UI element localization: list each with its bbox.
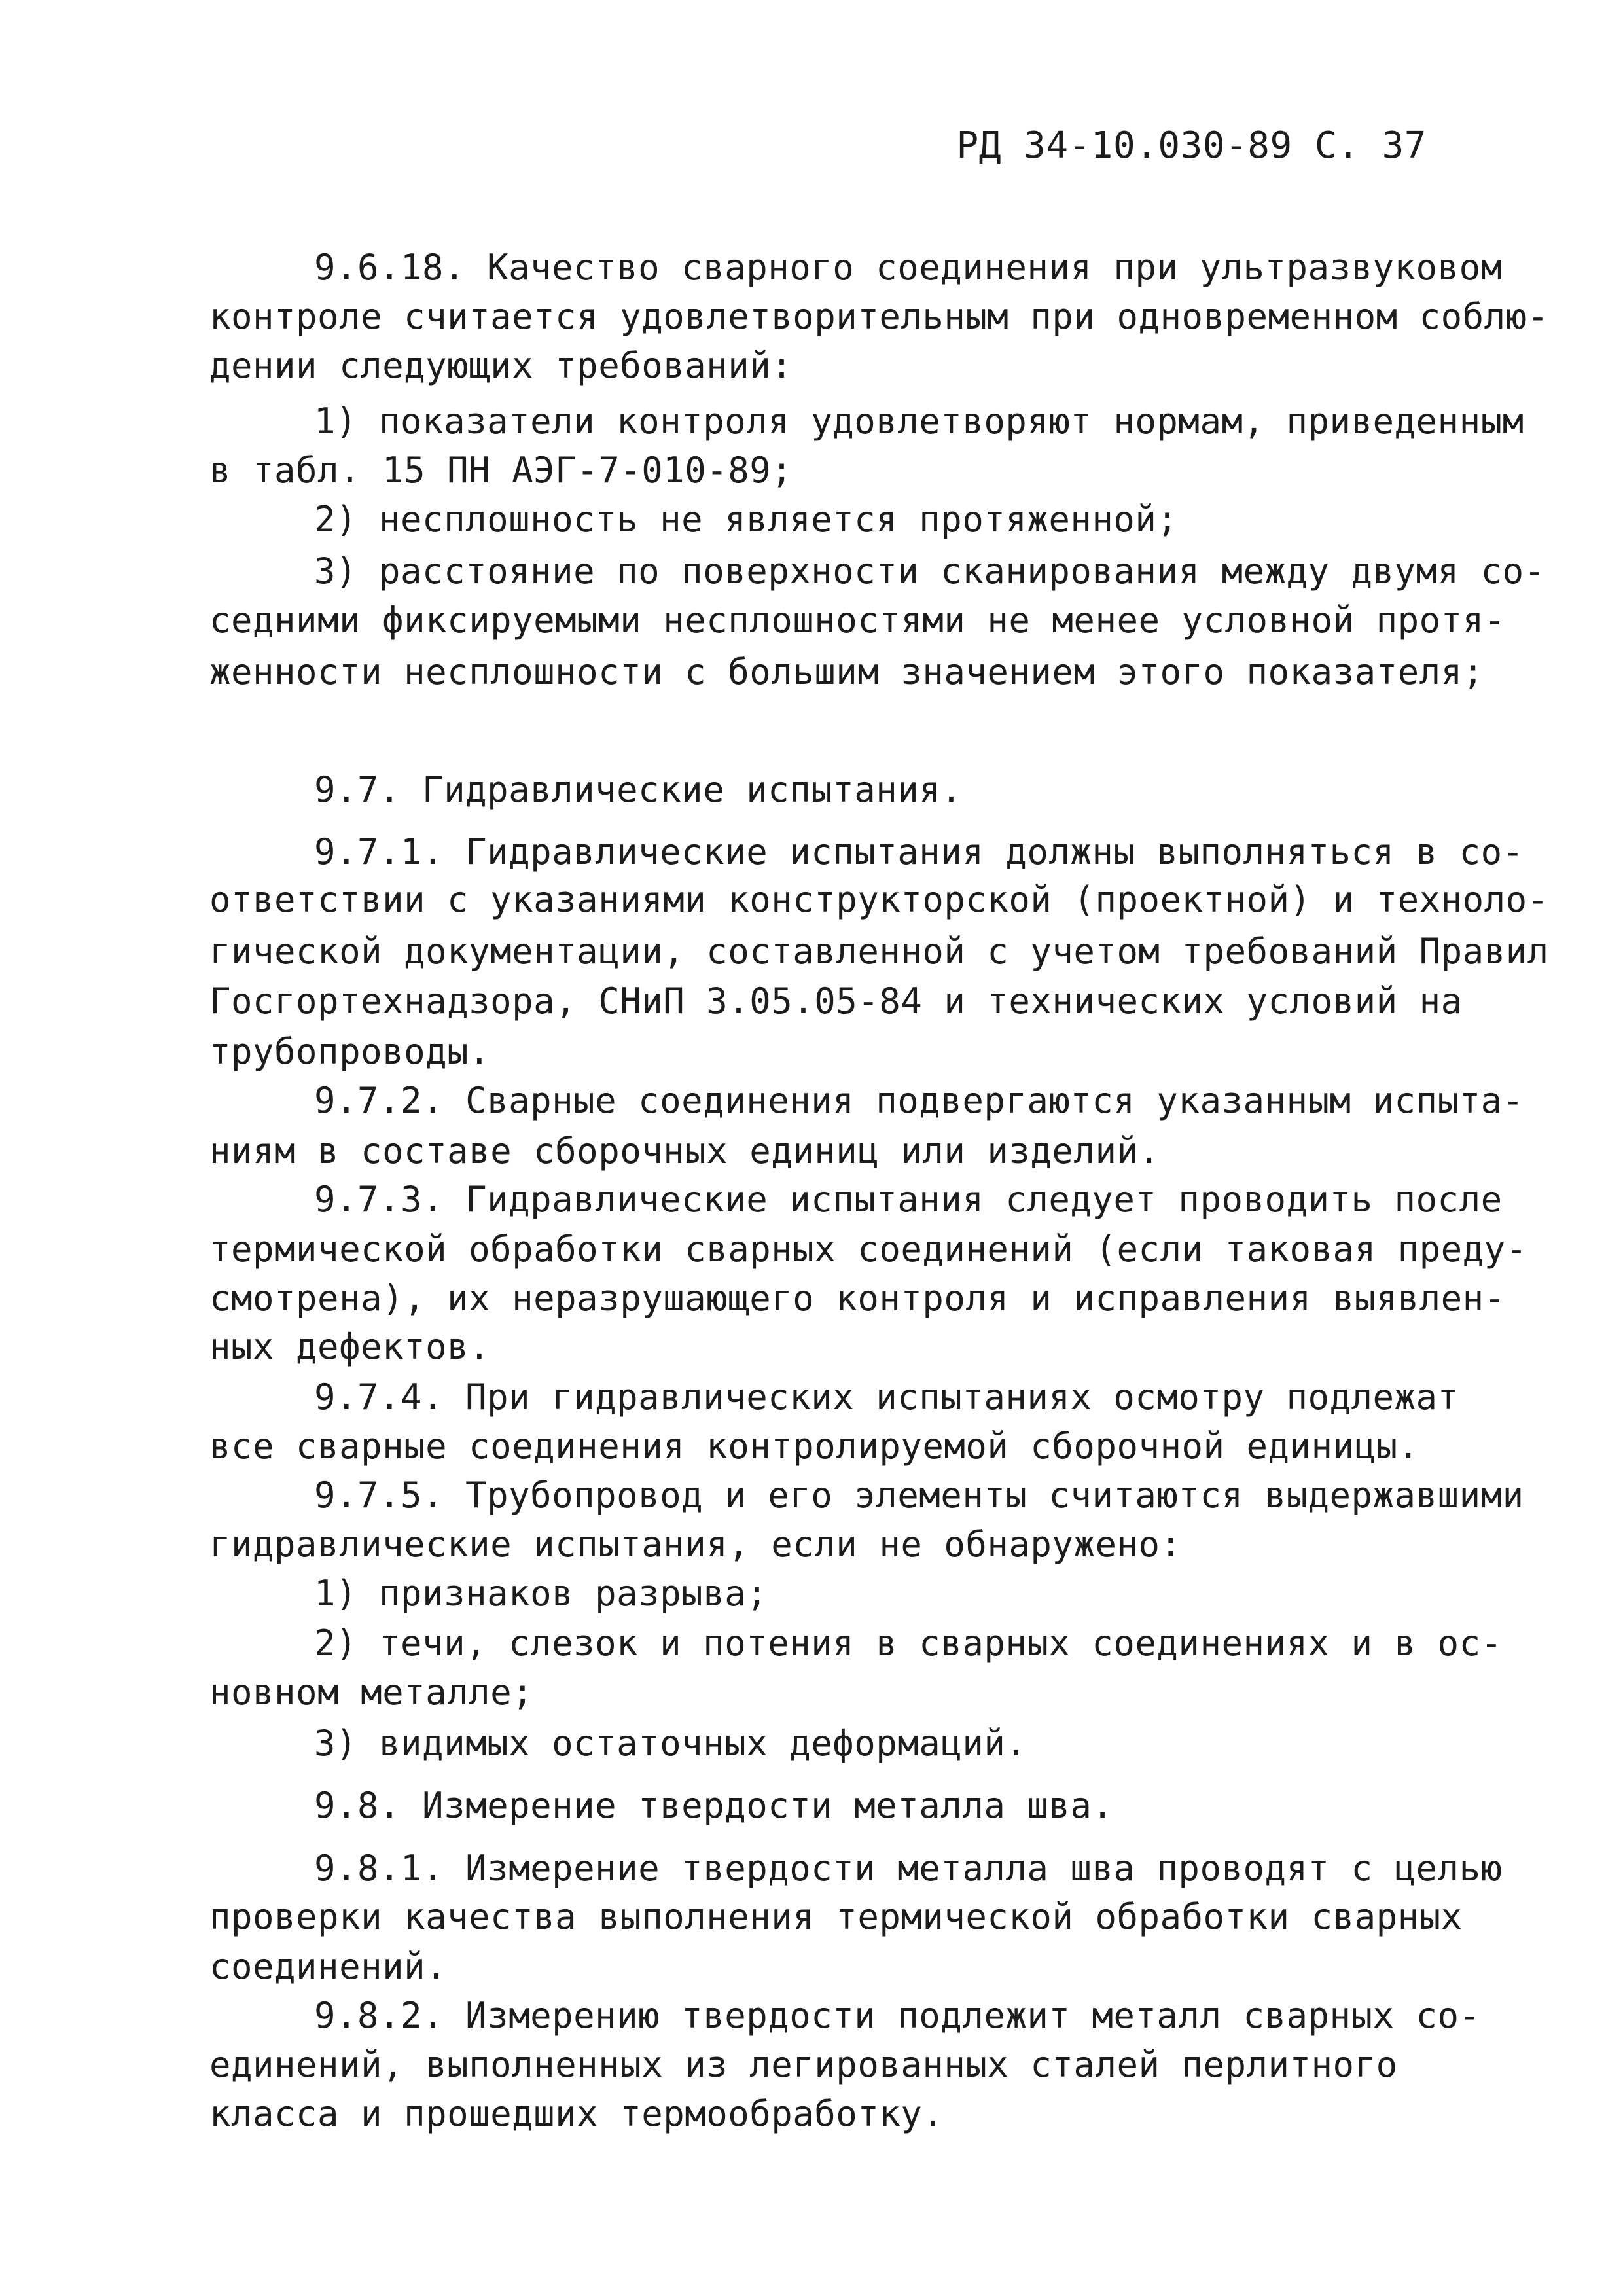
text-line: ных дефектов. bbox=[209, 1326, 491, 1367]
text-line: 1) показатели контроля удовлетворяют нормам, приведенным bbox=[314, 401, 1524, 442]
text-line: термической обработки сварных соединений (если таковая преду- bbox=[209, 1229, 1527, 1270]
text-line: новном металле; bbox=[209, 1672, 534, 1713]
text-line: женности несплошности с большим значением этого показателя; bbox=[209, 651, 1484, 692]
text-line: гической документации, составленной с учетом требований Правил bbox=[209, 931, 1549, 972]
text-line: соединений. bbox=[209, 1946, 448, 1987]
text-line: 9.7.2. Сварные соединения подвергаются указанным испыта- bbox=[314, 1080, 1524, 1121]
text-line: 3) видимых остаточных деформаций. bbox=[314, 1723, 1027, 1764]
text-line: трубопроводы. bbox=[209, 1031, 491, 1072]
text-line: все сварные соединения контролируемой сборочной единицы. bbox=[209, 1426, 1419, 1467]
text-line: контроле считается удовлетворительным при одновременном соблю- bbox=[209, 296, 1549, 337]
text-line: 9.7.5. Трубопровод и его элементы считаются выдержавшими bbox=[314, 1475, 1524, 1516]
text-line: седними фиксируемыми несплошностями не менее условной протя- bbox=[209, 600, 1506, 641]
text-line: дении следующих требований: bbox=[209, 345, 793, 386]
text-line: 2) несплошность не является протяженной; bbox=[314, 499, 1179, 540]
section-heading: 9.8. Измерение твердости металла шва. bbox=[314, 1785, 1114, 1826]
text-line: смотрена), их неразрушающего контроля и исправления выявлен- bbox=[209, 1278, 1506, 1319]
text-line: проверки качества выполнения термической обработки сварных bbox=[209, 1896, 1463, 1937]
text-line: 9.7.3. Гидравлические испытания следует проводить после bbox=[314, 1179, 1503, 1220]
page-header: РД 34-10.030-89 С. 37 bbox=[956, 124, 1427, 167]
text-line: 9.8.2. Измерению твердости подлежит металл сварных со- bbox=[314, 1995, 1481, 2036]
text-line: класса и прошедших термообработку. bbox=[209, 2093, 944, 2134]
text-line: 9.6.18. Качество сварного соединения при ультразвуковом bbox=[314, 247, 1503, 288]
text-line: 3) расстояние по поверхности сканирования между двумя со- bbox=[314, 550, 1546, 592]
text-line: 2) течи, слезок и потения в сварных соединениях и в ос- bbox=[314, 1623, 1503, 1664]
text-line: в табл. 15 ПН АЭГ-7-010-89; bbox=[209, 450, 793, 491]
text-line: единений, выполненных из легированных сталей перлитного bbox=[209, 2044, 1398, 2085]
text-line: 9.7.1. Гидравлические испытания должны выполняться в со- bbox=[314, 831, 1524, 872]
text-line: Госгортехнадзора, СНиП 3.05.05-84 и технических условий на bbox=[209, 980, 1463, 1022]
section-heading: 9.7. Гидравлические испытания. bbox=[314, 769, 963, 810]
text-line: ответствии с указаниями конструкторской (проектной) и техноло- bbox=[209, 879, 1549, 920]
text-line: 9.8.1. Измерение твердости металла шва проводят с целью bbox=[314, 1848, 1503, 1889]
text-line: гидравлические испытания, если не обнаружено: bbox=[209, 1524, 1182, 1565]
text-line: 1) признаков разрыва; bbox=[314, 1573, 768, 1614]
text-line: ниям в составе сборочных единиц или изделий. bbox=[209, 1130, 1160, 1172]
text-line: 9.7.4. При гидравлических испытаниях осмотру подлежат bbox=[314, 1376, 1459, 1418]
